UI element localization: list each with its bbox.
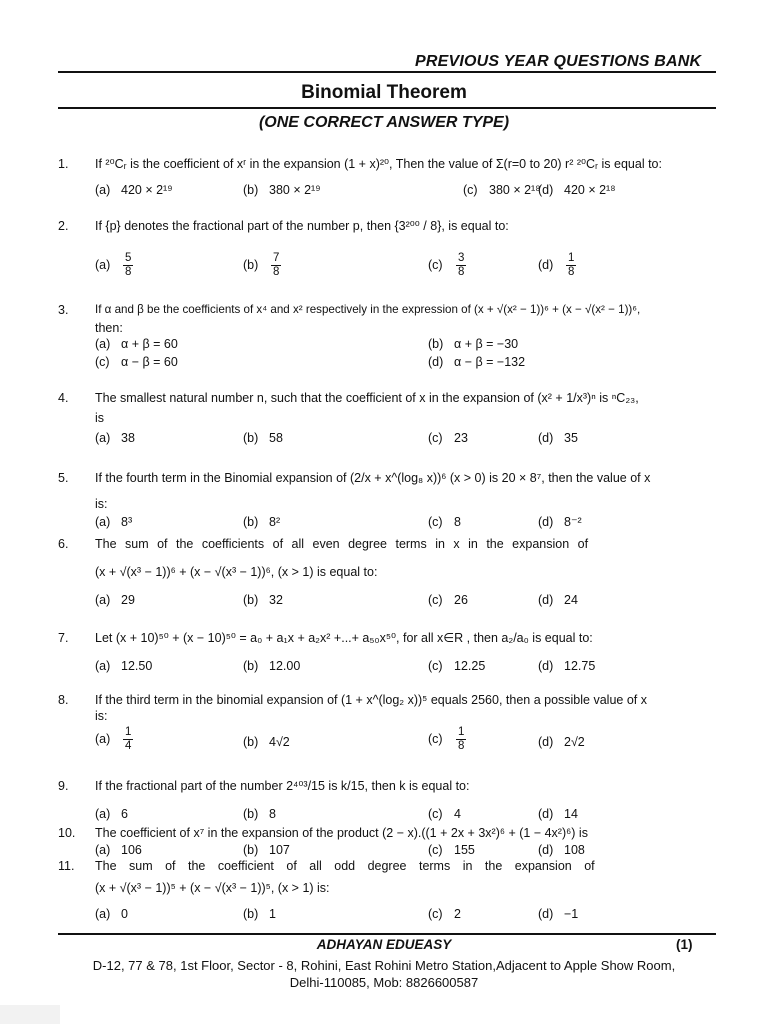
question-text-continued: (x + √(x³ − 1))⁶ + (x − √(x³ − 1))⁶, (x > 1) is equal to:	[95, 565, 378, 579]
question-number: 6.	[58, 537, 69, 551]
option-b[interactable]: (b) α + β = −30	[428, 337, 519, 351]
scan-corner-shade	[0, 1005, 60, 1024]
option-a[interactable]: (a) 38	[95, 431, 135, 445]
footer-brand: ADHAYAN EDUEASY	[316, 937, 452, 952]
option-c[interactable]: (c) 380 × 2¹⁸	[463, 183, 541, 197]
option-d[interactable]: (d) 420 × 2¹⁸	[538, 183, 616, 197]
option-a[interactable]: (a) $\frac{5}{8}$	[95, 252, 132, 278]
question-9	[58, 778, 718, 822]
chapter-title: Binomial Theorem	[301, 82, 467, 103]
option-b[interactable]: (b) $\frac{7}{8}$	[243, 252, 280, 278]
page-number: (1)	[676, 937, 693, 952]
question-text: If the fourth term in the Binomial expansion of (2/x + x^(log₈ x))⁶ (x > 0) is 20 × 8⁷, then the value of x	[95, 471, 651, 485]
question-1	[58, 156, 718, 204]
footer-rule	[58, 933, 716, 935]
question-6	[58, 536, 718, 610]
question-text-continued: is:	[95, 497, 108, 511]
option-a[interactable]: (a) 0	[95, 907, 128, 921]
question-2	[58, 218, 718, 288]
question-text: The sum of the coefficients of all even degree terms in x in the expansion of	[95, 537, 589, 551]
option-c[interactable]: (c) $\frac{3}{8}$	[428, 252, 465, 278]
option-b[interactable]: (b) 32	[243, 593, 283, 607]
question-text: Let (x + 10)⁵⁰ + (x − 10)⁵⁰ = a₀ + a₁x + a₂x² +...+ a₅₀x⁵⁰, for all x∈R , then a₂/a₀ is equal to:	[95, 631, 593, 645]
option-d[interactable]: (d) 12.75	[538, 659, 596, 673]
option-a[interactable]: (a) α + β = 60	[95, 337, 178, 351]
question-8	[58, 692, 718, 762]
question-7	[58, 630, 718, 678]
question-number: 3.	[58, 303, 69, 317]
question-number: 4.	[58, 391, 69, 405]
option-c[interactable]: (c) $\frac{1}{8}$	[428, 726, 465, 752]
option-b[interactable]: (b) 107	[243, 843, 290, 857]
question-11	[58, 858, 718, 924]
question-10	[58, 825, 718, 859]
option-b[interactable]: (b) 12.00	[243, 659, 301, 673]
option-a[interactable]: (a) 8³	[95, 515, 133, 529]
question-number: 10.	[58, 826, 76, 840]
option-d[interactable]: (d) 108	[538, 843, 585, 857]
option-a[interactable]: (a) 106	[95, 843, 142, 857]
question-3	[58, 302, 718, 374]
option-d[interactable]: (d) 2√2	[538, 735, 585, 749]
option-b[interactable]: (b) 58	[243, 431, 283, 445]
option-b[interactable]: (b) 8	[243, 807, 276, 821]
option-a[interactable]: (a) 12.50	[95, 659, 153, 673]
footer-address: D-12, 77 & 78, 1st Floor, Sector - 8, Rohini, East Rohini Metro Station,Adjacent to Apple Show Room,	[92, 958, 676, 973]
option-c[interactable]: (c) α − β = 60	[95, 355, 178, 369]
question-text-continued: then:	[95, 321, 123, 335]
question-number: 9.	[58, 779, 69, 793]
question-text-continued: is:	[95, 709, 108, 723]
option-c[interactable]: (c) 155	[428, 843, 475, 857]
question-text-continued: (x + √(x³ − 1))⁵ + (x − √(x³ − 1))⁵, (x > 1) is:	[95, 881, 330, 895]
option-a[interactable]: (a) 6	[95, 807, 128, 821]
question-text: If the third term in the binomial expansion of (1 + x^(log₂ x))⁵ equals 2560, then a possible value of x	[95, 693, 647, 707]
option-c[interactable]: (c) 26	[428, 593, 468, 607]
question-4	[58, 390, 718, 450]
option-b[interactable]: (b) 8²	[243, 515, 281, 529]
option-b[interactable]: (b) 380 × 2¹⁹	[243, 183, 321, 197]
question-number: 2.	[58, 219, 69, 233]
question-text: If α and β be the coefficients of x⁴ and x² respectively in the expression of (x + √(x² − 1))⁶ + (x − √(x² − 1))⁶,	[95, 303, 641, 316]
question-5	[58, 470, 718, 530]
option-b[interactable]: (b) 1	[243, 907, 276, 921]
option-d[interactable]: (d) 8⁻²	[538, 515, 582, 529]
question-text: The smallest natural number n, such that the coefficient of x in the expansion of (x² + 1/x³)ⁿ is ⁿC₂₃,	[95, 391, 639, 405]
question-bank-title: PREVIOUS YEAR QUESTIONS BANK	[415, 53, 702, 70]
option-c[interactable]: (c) 2	[428, 907, 461, 921]
question-number: 7.	[58, 631, 69, 645]
option-d[interactable]: (d) 35	[538, 431, 578, 445]
option-c[interactable]: (c) 12.25	[428, 659, 486, 673]
option-a[interactable]: (a) $\frac{1}{4}$	[95, 726, 132, 752]
title-rule	[58, 107, 716, 109]
option-b[interactable]: (b) 4√2	[243, 735, 290, 749]
footer-contact: Delhi-110085, Mob: 8826600587	[289, 975, 479, 990]
option-d[interactable]: (d) $\frac{1}{8}$	[538, 252, 575, 278]
question-number: 1.	[58, 157, 69, 171]
question-number: 8.	[58, 693, 69, 707]
question-text: The coefficient of x⁷ in the expansion of the product (2 − x).((1 + 2x + 3x²)⁶ + (1 − 4x²)⁶) is	[95, 826, 588, 840]
question-number: 5.	[58, 471, 69, 485]
question-text: The sum of the coefficient of all odd degree terms in the expansion of	[95, 859, 595, 873]
option-a[interactable]: (a) 29	[95, 593, 135, 607]
question-text: If {p} denotes the fractional part of the number p, then {3²⁰⁰ / 8}, is equal to:	[95, 219, 509, 233]
option-c[interactable]: (c) 23	[428, 431, 468, 445]
option-d[interactable]: (d) α − β = −132	[428, 355, 526, 369]
option-a[interactable]: (a) 420 × 2¹⁹	[95, 183, 173, 197]
option-d[interactable]: (d) 24	[538, 593, 578, 607]
option-c[interactable]: (c) 8	[428, 515, 461, 529]
question-text: If the fractional part of the number 2⁴⁰³/15 is k/15, then k is equal to:	[95, 779, 470, 793]
question-text-continued: is	[95, 411, 105, 425]
header-rule	[58, 71, 716, 73]
option-d[interactable]: (d) −1	[538, 907, 579, 921]
option-d[interactable]: (d) 14	[538, 807, 578, 821]
question-text: If ²⁰Cᵣ is the coefficient of xʳ in the expansion (1 + x)²⁰, Then the value of Σ(r=0 to 20) r² ²⁰Cᵣ is equal to:	[95, 157, 662, 171]
section-subtitle: (ONE CORRECT ANSWER TYPE)	[258, 114, 510, 131]
question-number: 11.	[58, 859, 75, 873]
option-c[interactable]: (c) 4	[428, 807, 461, 821]
